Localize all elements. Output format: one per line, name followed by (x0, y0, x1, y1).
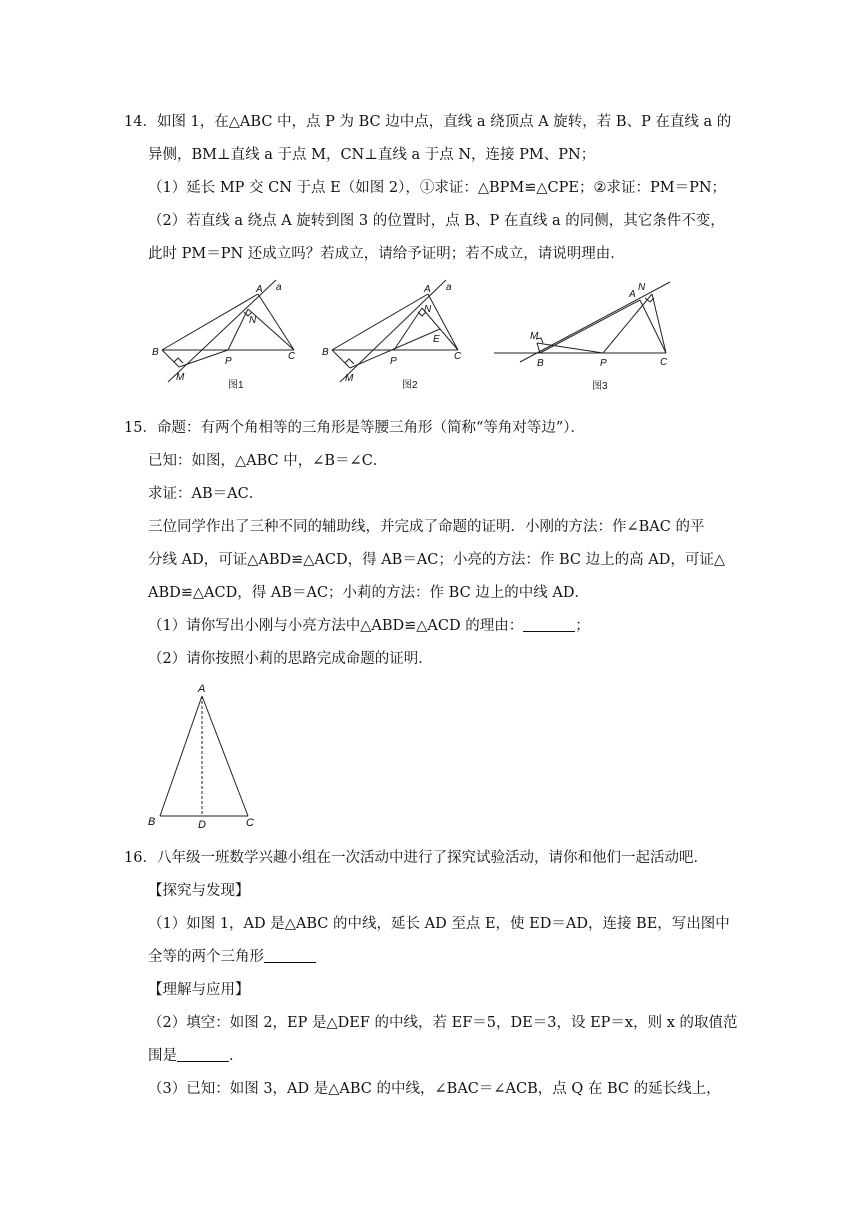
q16-line-4: （2）填空：如图 2，EP 是△DEF 的中线，若 EF＝5，DE＝3，设 EP＝x，则 x 的取值范 (148, 1015, 738, 1031)
q15-fig-label-A: A (198, 683, 206, 695)
q16-line-1: 16．八年级一班数学兴趣小组在一次活动中进行了探究试验活动，请你和他们一起活动吧． (124, 850, 708, 866)
q15-line-3: 求证：AB＝AC． (148, 486, 264, 502)
q16-line-5-text: 围是 (148, 1048, 177, 1064)
q15-line-7-text: （1）请你写出小刚与小亮方法中△ABD≌△ACD 的理由： (148, 618, 524, 634)
fig3-label-P: P (600, 358, 607, 369)
q14-line-2: 异侧，BM⊥直线 a 于点 M，CN⊥直线 a 于点 N，连接 PM、PN； (148, 147, 596, 163)
fig2-caption: 图2 (402, 380, 418, 391)
fig3-label-A: A (629, 289, 636, 300)
q16-line-6: （3）已知：如图 3，AD 是△ABC 的中线，∠BAC＝∠ACB，点 Q 在 BC 的延长线上， (148, 1081, 721, 1097)
fig2-label-a: a (446, 282, 452, 293)
q15-line-5: 分线 AD，可证△ABD≌△ACD，得 AB＝AC；小亮的方法：作 BC 边上的高 AD，可证△ (148, 552, 725, 568)
fig1-label-B: B (152, 347, 159, 358)
q16-line-5 (148, 1046, 244, 1066)
fig3-label-B: B (537, 358, 544, 369)
q14-figure-3 (490, 276, 680, 396)
q15-line-4: 三位同学作出了三种不同的辅助线，并完成了命题的证明．小刚的方法：作∠BAC 的平 (148, 519, 705, 535)
q15-answer-blank[interactable] (523, 617, 575, 632)
q15-line-1: 15．命题：有两个角相等的三角形是等腰三角形（简称“等角对等边”）． (124, 420, 586, 436)
q15-line-2: 已知：如图，△ABC 中，∠B＝∠C． (148, 453, 388, 469)
q15-line-7-end: ； (575, 618, 590, 634)
fig2-label-C: C (454, 351, 462, 362)
fig2-label-B: B (322, 347, 329, 358)
q16-heading-explore: 【探究与发现】 (148, 883, 250, 899)
q14-line-3: （1）延长 MP 交 CN 于点 E（如图 2），①求证：△BPM≌△CPE；②求证：PM＝PN； (148, 180, 727, 196)
q15-fig-label-D: D (198, 819, 206, 830)
fig1-label-M: M (176, 372, 185, 383)
fig3-label-N: N (638, 282, 646, 293)
q15-line-6: ABD≌△ACD，得 AB＝AC；小莉的方法：作 BC 边上的中线 AD． (148, 585, 589, 601)
fig3-label-C: C (660, 357, 668, 368)
fig1-label-A: A (256, 284, 263, 295)
fig2-label-N: N (424, 304, 432, 315)
q14-figure-1 (148, 276, 308, 396)
q16-line-2: （1）如图 1，AD 是△ABC 的中线，延长 AD 至点 E，使 ED＝AD，连接 BE，写出图中 (148, 916, 730, 932)
fig1-label-N: N (249, 315, 257, 326)
q14-line-1: 14．如图 1，在△ABC 中，点 P 为 BC 边中点，直线 a 绕顶点 A 旋转，若 B、P 在直线 a 的 (124, 114, 732, 130)
fig1-label-C: C (288, 351, 296, 362)
q15-fig-label-C: C (246, 817, 254, 829)
fig2-label-M: M (345, 373, 354, 384)
fig1-label-a: a (276, 282, 282, 293)
q14-figure-2 (318, 276, 478, 396)
q16-line-3 (148, 947, 316, 967)
q14-line-4: （2）若直线 a 绕点 A 旋转到图 3 的位置时，点 B、P 在直线 a 的同侧，其它条件不变， (148, 213, 725, 229)
q15-line-7 (148, 616, 590, 636)
fig3-label-M: M (530, 331, 539, 342)
q14-line-5: 此时 PM＝PN 还成立吗？若成立，请给予证明；若不成立，请说明理由． (148, 246, 625, 262)
fig1-caption: 图1 (228, 380, 244, 391)
fig2-label-P: P (390, 356, 397, 367)
fig1-label-P: P (225, 356, 232, 367)
q15-fig-label-B: B (148, 816, 156, 828)
q16-line-3-text: 全等的两个三角形 (148, 949, 264, 965)
fig2-label-A: A (424, 284, 431, 295)
q16-answer-blank-2[interactable] (177, 1047, 229, 1062)
fig3-caption: 图3 (592, 381, 608, 392)
q16-heading-apply: 【理解与应用】 (148, 982, 250, 998)
q15-triangle-figure (144, 680, 264, 830)
q16-line-5-end: ． (229, 1048, 244, 1064)
q16-answer-blank-1[interactable] (264, 948, 316, 963)
fig2-label-E: E (433, 334, 440, 345)
q15-line-8: （2）请你按照小莉的思路完成命题的证明． (148, 651, 433, 667)
